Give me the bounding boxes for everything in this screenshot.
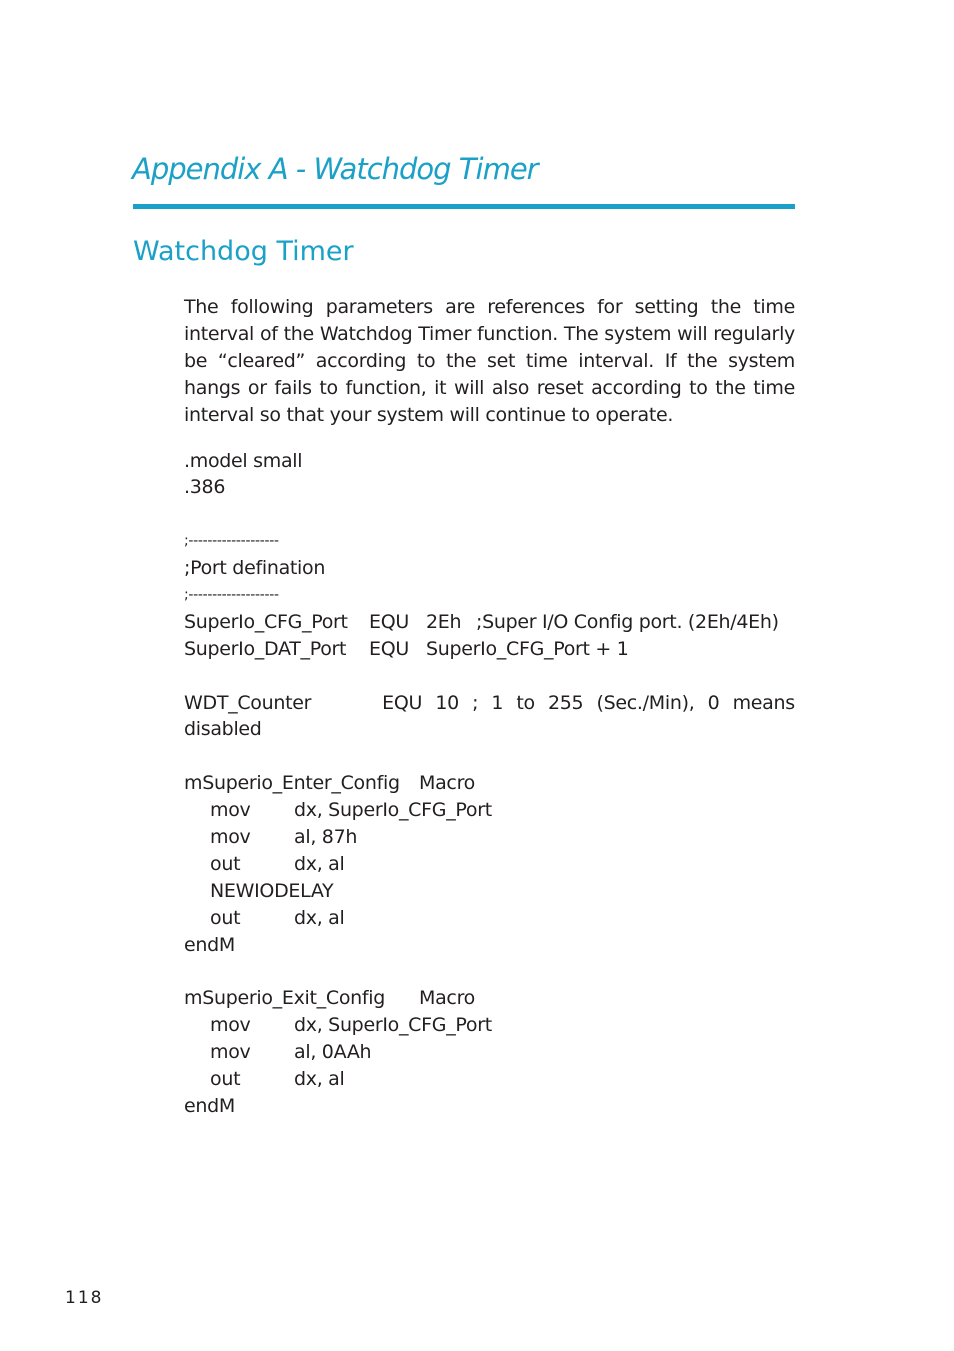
code-cpu-line: .386 <box>184 476 226 499</box>
code-instruction <box>184 824 795 851</box>
macro-end: endM <box>184 1094 235 1117</box>
code-instruction <box>184 797 795 824</box>
section-heading: Watchdog Timer <box>133 236 354 267</box>
macro-end: endM <box>184 933 235 956</box>
code-symbol: SuperIo_CFG_Port <box>184 610 348 633</box>
code-port-comment: ;Port defination <box>184 557 326 580</box>
instruction-arg: dx, al <box>294 852 345 875</box>
instruction-op: out <box>210 1068 241 1091</box>
instruction-arg: dx, al <box>294 1068 345 1091</box>
code-comment: ;Super I/O Config port. (2Eh/4Eh) <box>476 610 779 633</box>
instruction-arg: al, 87h <box>294 826 358 848</box>
code-comment-part: ; <box>472 691 479 714</box>
code-instruction <box>184 905 795 932</box>
code-enter-macro-header <box>184 770 795 797</box>
instruction-op: mov <box>210 799 251 822</box>
page-number: 118 <box>65 1288 104 1308</box>
code-dat-port-line <box>184 636 795 663</box>
code-dash-line: ;------------------- <box>184 533 279 550</box>
code-comment-part: to <box>516 691 535 714</box>
code-value: 2Eh <box>426 610 462 633</box>
instruction-op: mov <box>210 1041 251 1064</box>
code-instruction <box>184 1012 795 1039</box>
instruction-arg: dx, SuperIo_CFG_Port <box>294 799 492 822</box>
macro-name: mSuperio_Exit_Config <box>184 987 386 1010</box>
code-model-line: .model small <box>184 449 303 472</box>
instruction-op: mov <box>210 1014 251 1037</box>
code-comment-part: 0 <box>707 691 720 714</box>
code-comment-part: (Sec./Min), <box>596 691 695 714</box>
instruction-arg: dx, SuperIo_CFG_Port <box>294 1014 492 1037</box>
code-symbol: WDT_Counter <box>184 691 312 714</box>
code-value: 10 <box>435 691 459 714</box>
code-exit-macro-header <box>184 985 795 1012</box>
code-symbol: SuperIo_DAT_Port <box>184 637 347 660</box>
code-comment-wrap: disabled <box>184 718 262 741</box>
code-directive: EQU <box>369 610 409 633</box>
section-body <box>184 294 795 1120</box>
macro-keyword: Macro <box>419 987 476 1010</box>
title-divider <box>133 204 795 209</box>
code-directive: EQU <box>382 691 423 714</box>
macro-keyword: Macro <box>419 772 476 795</box>
code-instruction <box>184 1039 795 1066</box>
instruction-op: out <box>210 852 241 875</box>
instruction-arg: al, 0AAh <box>294 1041 372 1064</box>
code-wdt-counter-line <box>184 690 795 717</box>
code-comment-part: 255 <box>547 691 584 714</box>
appendix-title: Appendix A - Watchdog Timer <box>132 152 538 186</box>
instruction-op: NEWIODELAY <box>210 879 334 902</box>
code-comment-part: means <box>732 691 795 714</box>
instruction-op: out <box>210 906 241 929</box>
code-instruction <box>184 851 795 878</box>
code-cfg-port-line <box>184 609 795 636</box>
code-value: SuperIo_CFG_Port + 1 <box>426 637 629 660</box>
code-instruction <box>184 1066 795 1093</box>
code-instruction <box>184 878 795 905</box>
code-dash-line: ;------------------- <box>184 586 279 603</box>
code-directive: EQU <box>369 637 409 660</box>
instruction-op: mov <box>210 826 251 848</box>
code-comment-part: 1 <box>491 691 504 714</box>
macro-name: mSuperio_Enter_Config <box>184 772 400 795</box>
instruction-arg: dx, al <box>294 906 345 929</box>
intro-paragraph: The following parameters are references for setting the time interval of the Watchdog Timer function. The system will regularly be “cleared” according to the set time interval. If the system hangs or fails to function, it will also reset according to the time interval so that your system will continue to operate. <box>184 296 795 426</box>
